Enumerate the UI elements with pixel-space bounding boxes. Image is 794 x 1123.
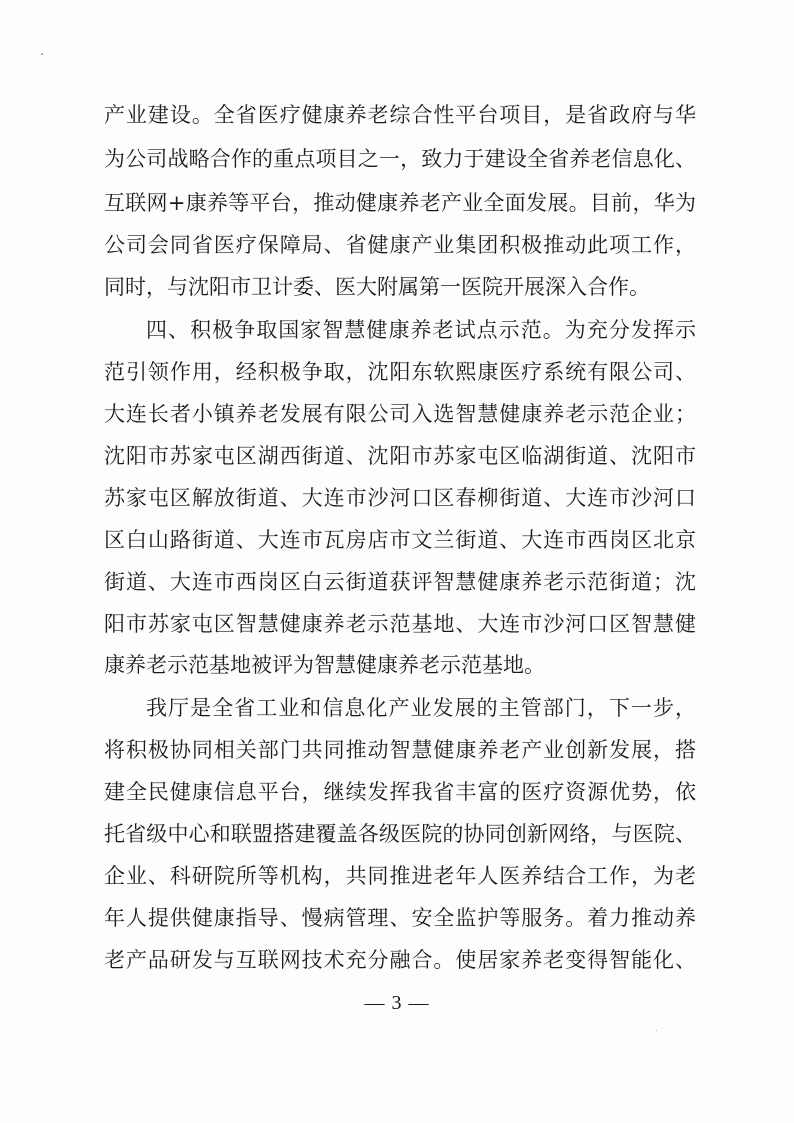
paragraph-1-line-3: 互联网+康养等平台，推动健康养老产业全面发展。目前，华为	[104, 191, 696, 215]
paragraph-2-line-1: 四、积极争取国家智慧健康养老试点示范。为充分发挥示	[146, 318, 696, 342]
paragraph-3-line-5: 企业、科研院所等机构，共同推进老年人医养结合工作，为老	[104, 864, 696, 888]
paragraph-2-line-6: 区白山路街道、大连市瓦房店市文兰街道、大连市西岗区北京	[104, 528, 696, 552]
paragraph-3-line-3: 建全民健康信息平台，继续发挥我省丰富的医疗资源优势，依	[104, 780, 696, 804]
paragraph-1-line-4: 公司会同省医疗保障局、省健康产业集团积极推动此项工作，	[104, 233, 696, 257]
paragraph-3-line-4: 托省级中心和联盟搭建覆盖各级医院的协同创新网络，与医院、	[104, 822, 696, 846]
paragraph-3-line-2: 将积极协同相关部门共同推动智慧健康养老产业创新发展，搭	[104, 738, 696, 762]
paragraph-2-line-7: 街道、大连市西岗区白云街道获评智慧健康养老示范街道；沈	[104, 570, 696, 594]
paragraph-2-line-5: 苏家屯区解放街道、大连市沙河口区春柳街道、大连市沙河口	[104, 486, 696, 510]
paragraph-1-line-1: 产业建设。全省医疗健康养老综合性平台项目，是省政府与华	[104, 103, 696, 127]
paragraph-3-line-7: 老产品研发与互联网技术充分融合。使居家养老变得智能化、	[104, 948, 696, 972]
scan-speck	[41, 53, 43, 55]
paragraph-2-line-8: 阳市苏家屯区智慧健康养老示范基地、大连市沙河口区智慧健	[104, 612, 696, 636]
paragraph-2-line-2: 范引领作用，经积极争取，沈阳东软熙康医疗系统有限公司、	[104, 360, 696, 384]
paragraph-3-line-6: 年人提供健康指导、慢病管理、安全监护等服务。着力推动养	[104, 906, 696, 930]
paragraph-2-line-9: 康养老示范基地被评为智慧健康养老示范基地。	[104, 653, 545, 677]
paragraph-1-line-2: 为公司战略合作的重点项目之一，致力于建设全省养老信息化、	[104, 147, 696, 171]
paragraph-2-line-3: 大连长者小镇养老发展有限公司入选智慧健康养老示范企业；	[104, 402, 696, 426]
page-number: — 3 —	[364, 992, 430, 1014]
scan-speck	[656, 1030, 657, 1031]
paragraph-2-line-4: 沈阳市苏家屯区湖西街道、沈阳市苏家屯区临湖街道、沈阳市	[104, 444, 696, 468]
paragraph-3-line-1: 我厅是全省工业和信息化产业发展的主管部门，下一步，	[146, 696, 696, 720]
paragraph-1-line-5: 同时，与沈阳市卫计委、医大附属第一医院开展深入合作。	[104, 275, 650, 299]
